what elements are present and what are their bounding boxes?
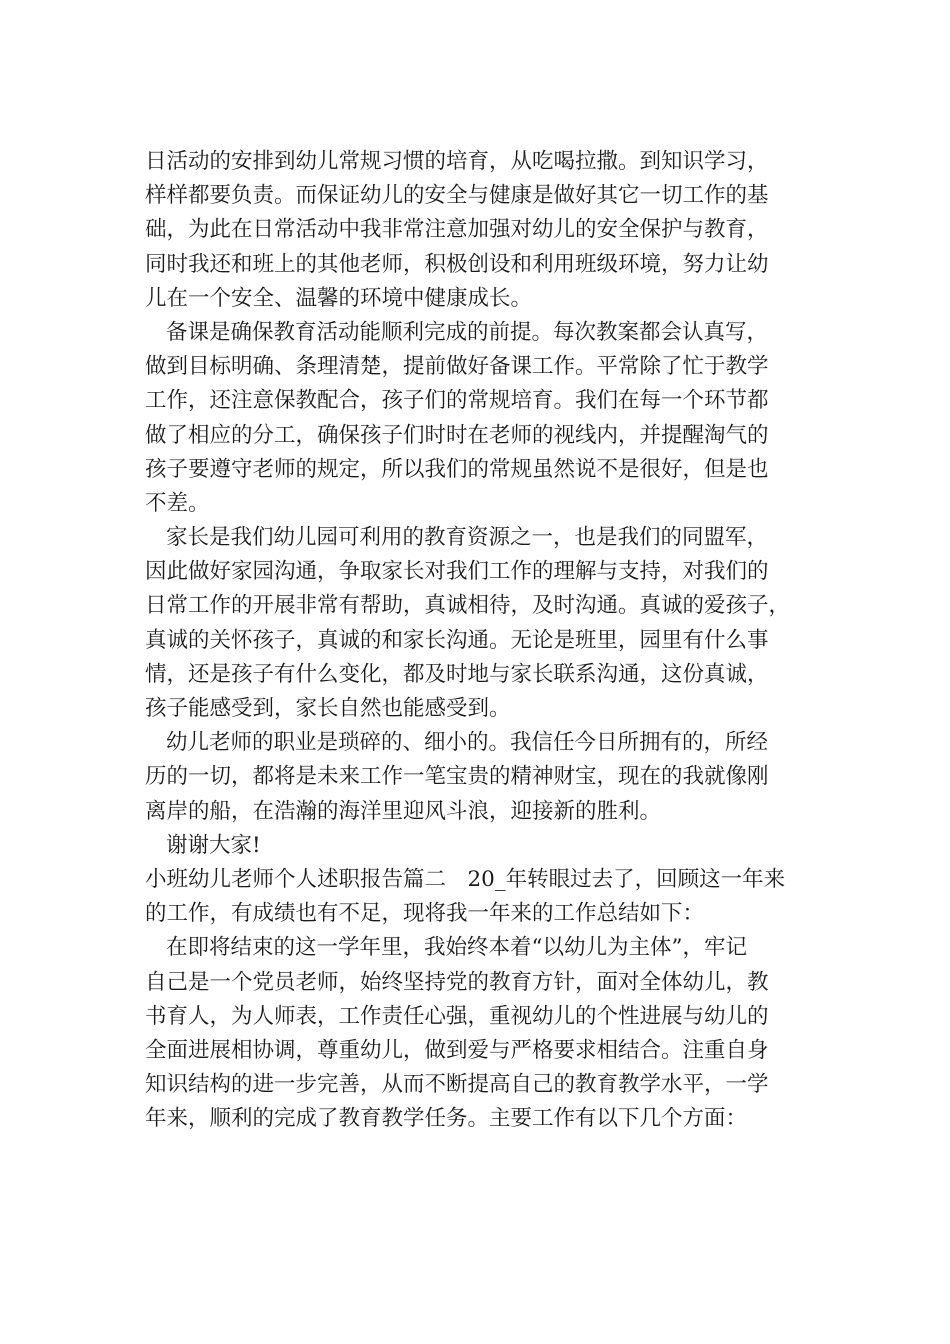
text-line: 日活动的安排到幼儿常规习惯的培育，从吃喝拉撒。到知识学习， <box>145 149 769 174</box>
text-line: 础，为此在日常活动中我非常注意加强对幼儿的安全保护与教育， <box>145 217 769 243</box>
document-body <box>145 145 825 1136</box>
text-line: 知识结构的进一步完善，从而不断提高自己的教育教学水平，一学 <box>145 1072 769 1098</box>
text-line: 样样都要负责。而保证幼儿的安全与健康是做好其它一切工作的基 <box>145 183 769 209</box>
text-line: 家长是我们幼儿园可利用的教育资源之一，也是我们的同盟军， <box>166 525 769 551</box>
text-line: 同时我还和班上的其他老师，积极创设和利用班级环境，努力让幼 <box>145 251 769 277</box>
text-line: 因此做好家园沟通，争取家长对我们工作的理解与支持，对我们的 <box>145 559 769 585</box>
text-line: 做了相应的分工，确保孩子们时时在老师的视线内，并提醒淘气的 <box>145 422 769 448</box>
text-line: 孩子能感受到，家长自然也能感受到。 <box>145 696 511 721</box>
text-line: 孩子要遵守老师的规定，所以我们的常规虽然说不是很好，但是也 <box>145 456 769 482</box>
text-line: 备课是确保教育活动能顺利完成的前提。每次教案都会认真写， <box>166 319 769 345</box>
text-line: 不差。 <box>145 490 210 516</box>
text-line: 在即将结束的这一学年里，我始终本着“以幼儿为主体”，牢记 <box>166 935 747 961</box>
text-line: 谢谢大家! <box>166 832 261 858</box>
text-line: 工作，还注意保教配合，孩子们的常规培育。我们在每一个环节都 <box>145 388 769 414</box>
text-line: 的工作，有成绩也有不足，现将我一年来的工作总结如下： <box>145 901 705 927</box>
text-line: 小班幼儿老师个人述职报告篇二 20_年转眼过去了，回顾这一年来 <box>145 866 786 892</box>
text-line: 离岸的船，在浩瀚的海洋里迎风斗浪，迎接新的胜利。 <box>145 798 662 824</box>
text-line: 儿在一个安全、温馨的环境中健康成长。 <box>145 285 533 311</box>
text-line: 情，还是孩子有什么变化，都及时地与家长联系沟通，这份真诚， <box>145 661 769 687</box>
text-line: 做到目标明确、条理清楚，提前做好备课工作。平常除了忙于教学 <box>145 354 769 380</box>
text-line: 自己是一个党员老师，始终坚持党的教育方针，面对全体幼儿，教 <box>145 969 769 995</box>
text-line: 日常工作的开展非常有帮助，真诚相待，及时沟通。真诚的爱孩子， <box>145 593 791 619</box>
text-line: 历的一切，都将是未来工作一笔宝贵的精神财宝，现在的我就像刚 <box>145 764 769 790</box>
text-line: 全面进展相协调，尊重幼儿，做到爱与严格要求相结合。注重自身 <box>145 1037 769 1063</box>
text-line: 年来，顺利的完成了教育教学任务。主要工作有以下几个方面： <box>145 1106 748 1132</box>
text-line: 真诚的关怀孩子，真诚的和家长沟通。无论是班里，园里有什么事 <box>145 627 769 653</box>
text-line: 幼儿老师的职业是琐碎的、细小的。我信任今日所拥有的，所经 <box>166 730 769 756</box>
text-line: 书育人，为人师表，工作责任心强，重视幼儿的个性进展与幼儿的 <box>145 1003 769 1029</box>
